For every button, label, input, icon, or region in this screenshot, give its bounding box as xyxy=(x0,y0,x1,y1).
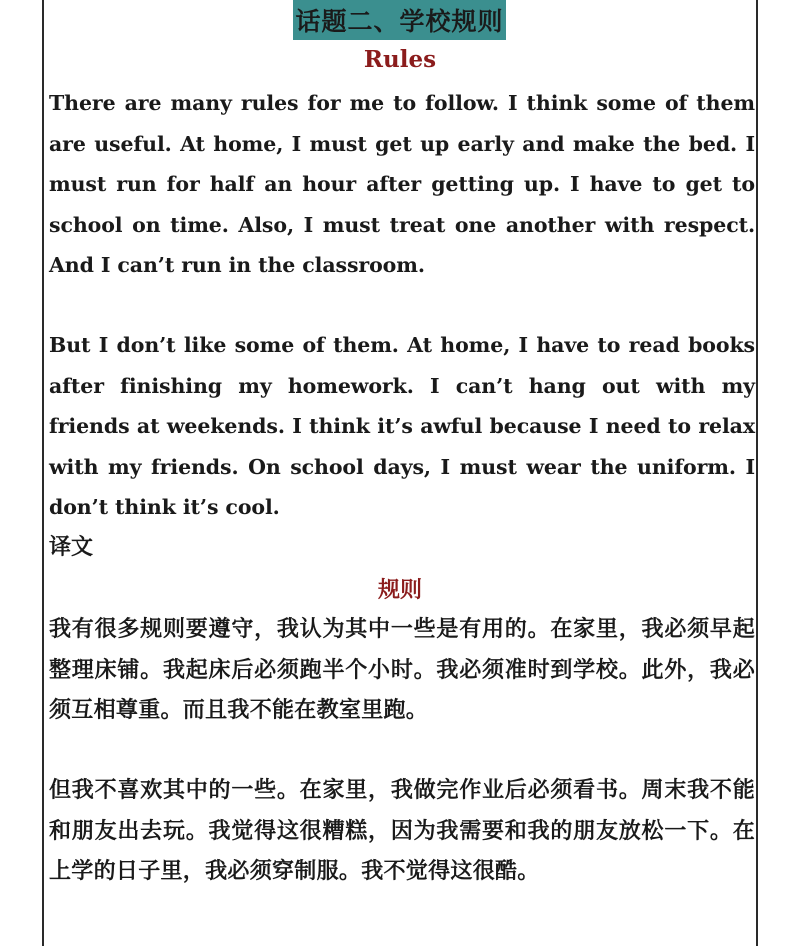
topic-banner: 话题二、学校规则 xyxy=(293,0,506,40)
chinese-title: 规则 xyxy=(377,577,422,603)
english-title: Rules xyxy=(363,46,437,73)
chinese-paragraph-2: 但我不喜欢其中的一些。在家里，我做完作业后必须看书。周末我不能和朋友出去玩。我觉得这很糟糕，因为我需要和我的朋友放松一下。在上学的日子里，我必须穿制服。我不觉得这很酷。 xyxy=(49,777,755,884)
english-paragraph-2: But I don’t like some of them. At home, I have to read books after finishing my homework. I can’t hang out with my friends at weekends. I think it’s awful because I need to relax with my friends. On school days, I must wear the uniform. I don’t think it’s cool. xyxy=(49,333,755,519)
chinese-paragraph-1: 我有很多规则要遵守，我认为其中一些是有用的。在家里，我必须早起整理床铺。我起床后必须跑半个小时。我必须准时到学校。此外，我必须互相尊重。而且我不能在教室里跑。 xyxy=(49,616,755,723)
translation-label: 译文 xyxy=(49,534,94,560)
english-paragraph-1: There are many rules for me to follow. I think some of them are useful. At home, I must get up early and make the bed. I must run for half an hour after getting up. I have to get to school on time. Also, I must treat one another with respect. And I can’t run in the classroom. xyxy=(49,91,755,277)
